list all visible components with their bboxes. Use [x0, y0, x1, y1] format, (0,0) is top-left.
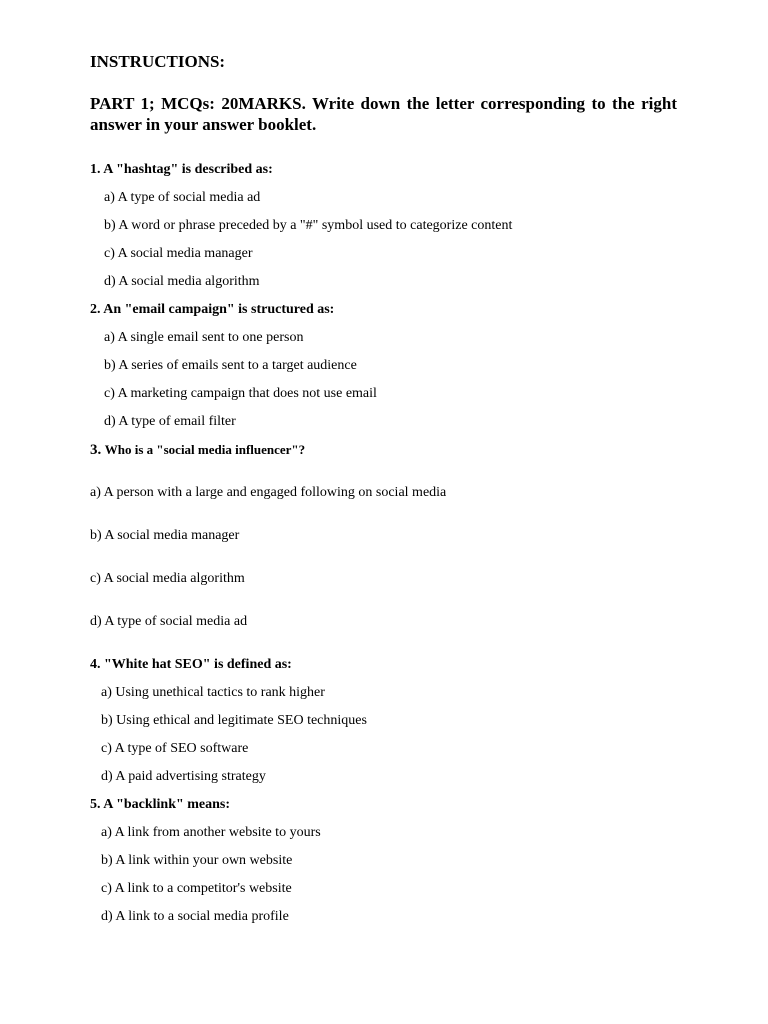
- question-4-option-c: c) A type of SEO software: [101, 741, 249, 756]
- question-1-option-c: c) A social media manager: [104, 246, 253, 261]
- question-1-option-a: a) A type of social media ad: [104, 190, 261, 205]
- question-5-option-a: a) A link from another website to yours: [101, 825, 321, 840]
- question-2-option-b: b) A series of emails sent to a target audience: [104, 358, 357, 373]
- question-4-option-d: d) A paid advertising strategy: [101, 769, 266, 784]
- question-1-option-d: d) A social media algorithm: [104, 274, 260, 289]
- question-3-option-d: d) A type of social media ad: [90, 614, 248, 629]
- question-3-option-b: b) A social media manager: [90, 528, 240, 543]
- question-5: 5. A "backlink" means:: [90, 797, 231, 812]
- question-5-option-d: d) A link to a social media profile: [101, 909, 289, 924]
- question-5-option-c: c) A link to a competitor's website: [101, 881, 292, 896]
- instructions-heading: INSTRUCTIONS:: [90, 52, 226, 71]
- question-4: 4. "White hat SEO" is defined as:: [90, 657, 292, 672]
- question-4-option-b: b) Using ethical and legitimate SEO techniques: [101, 713, 367, 728]
- part-instruction: PART 1; MCQs: 20MARKS. Write down the letter corresponding to the right answer in your answer booklet.: [90, 94, 677, 134]
- question-3-option-a: a) A person with a large and engaged following on social media: [90, 485, 447, 500]
- question-3-option-c: c) A social media algorithm: [90, 571, 245, 586]
- question-2-option-c: c) A marketing campaign that does not use email: [104, 386, 377, 401]
- question-3-text: Who is a "social media influencer"?: [104, 442, 306, 457]
- question-2-option-a: a) A single email sent to one person: [104, 330, 304, 345]
- question-1: 1. A "hashtag" is described as:: [90, 162, 273, 177]
- question-3-number: 3.: [90, 442, 102, 458]
- question-5-option-b: b) A link within your own website: [101, 853, 293, 868]
- question-2: 2. An "email campaign" is structured as:: [90, 302, 335, 317]
- question-3: [90, 442, 305, 459]
- question-4-option-a: a) Using unethical tactics to rank higher: [101, 685, 325, 700]
- question-2-option-d: d) A type of email filter: [104, 414, 236, 429]
- question-1-option-b: b) A word or phrase preceded by a "#" symbol used to categorize content: [104, 218, 513, 233]
